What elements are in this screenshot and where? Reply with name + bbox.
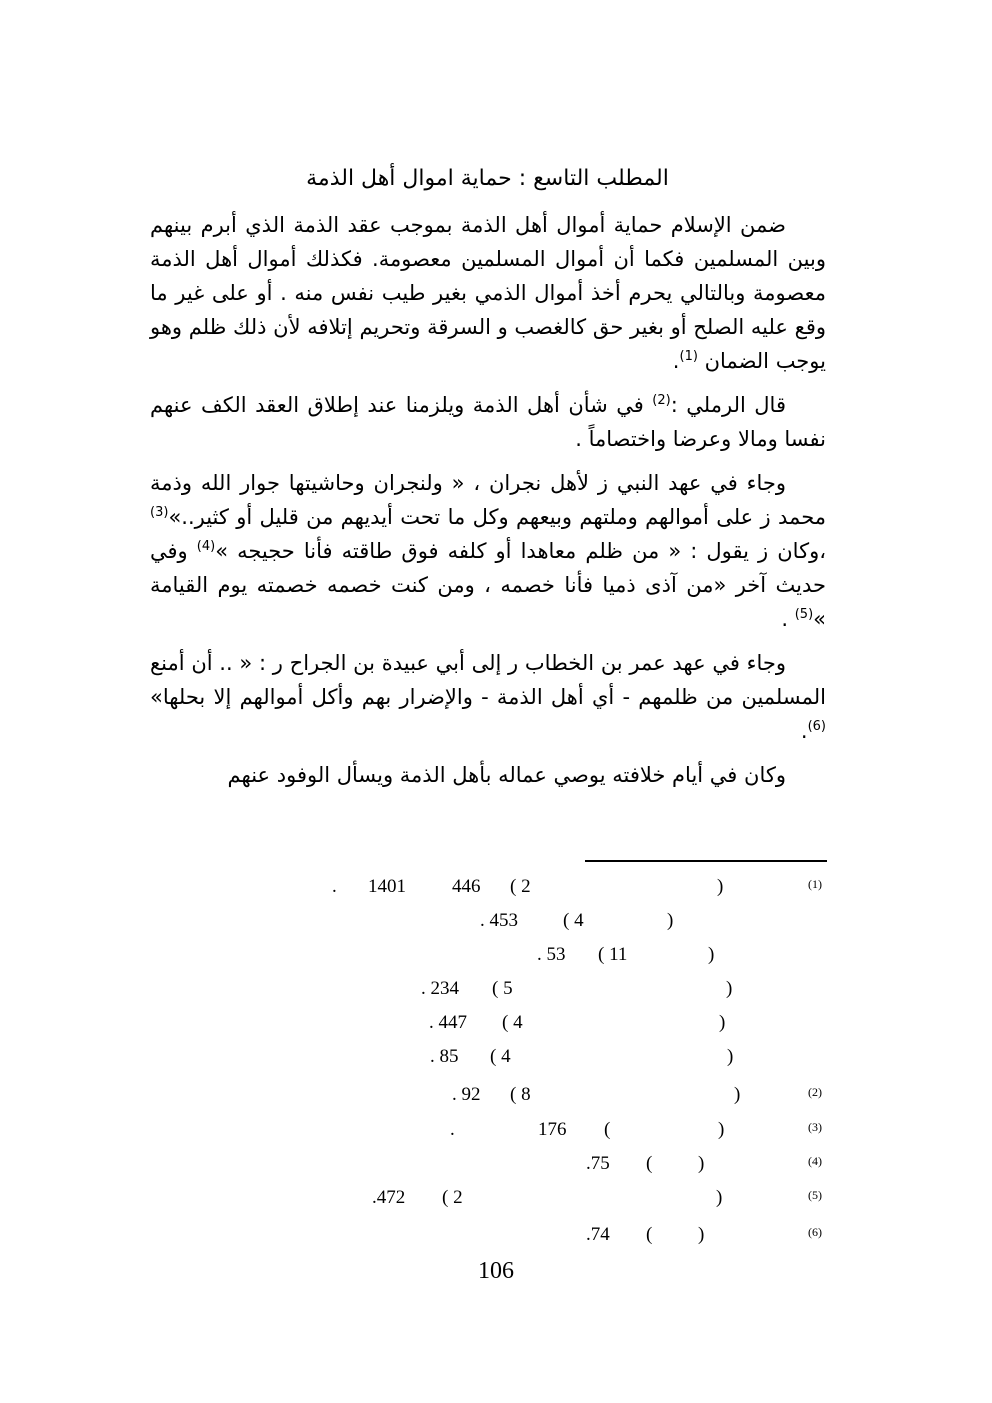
footnote-mark: (2)	[808, 1085, 822, 1099]
footnote-line	[150, 938, 826, 972]
paragraph-text: في شأن أهل الذمة ويلزمنا عند إطلاق العقد الكف عنهم نفسا ومالا وعرضا واختصاماً .	[150, 393, 826, 451]
footnote-part: ( 4	[502, 1012, 523, 1033]
footnote-ref: (4)	[196, 539, 216, 554]
paragraph-text: وفي حديث آخر «من آذى ذميا فأنا خصمه ، ومن كنت خصمه خصمته يوم القيامة »	[150, 539, 826, 631]
footnote-ref: (3)	[150, 505, 169, 520]
footnote-divider	[585, 860, 827, 862]
footnote-part: . 53	[537, 944, 566, 965]
footnote-mark: (5)	[808, 1188, 822, 1202]
footnote-part: )	[708, 944, 715, 965]
paragraph-text: .	[800, 719, 808, 743]
footnote-part: ( 5	[492, 978, 513, 999]
footnote-part: )	[717, 876, 724, 897]
footnote-ref: (1)	[679, 349, 698, 364]
footnote-mark: (6)	[808, 1225, 822, 1239]
footnote-part: (	[604, 1119, 611, 1140]
paragraph-5	[150, 758, 826, 792]
footnote-part: )	[734, 1084, 741, 1105]
footnote-part: )	[716, 1187, 723, 1208]
footnote-part: ( 4	[563, 910, 584, 931]
footnote-mark: (3)	[808, 1120, 822, 1134]
footnote-part: ( 2	[510, 876, 531, 897]
footnote-part: )	[726, 978, 733, 999]
body-text	[150, 208, 826, 802]
paragraph-3	[150, 466, 826, 636]
paragraph-text: ضمن الإسلام حماية أموال أهل الذمة بموجب عقد الذمة الذي أبرم بينهم وبين المسلمين فكما أن أموال المسلمين معصومة. فكذلك أموال أهل الذمة معصومة وبالتالي يحرم أخذ أموال الذمي بغير طيب نفس منه . أو على غير ما وقع عليه الصلح أو بغير حق كالغصب و السرقة وتحريم إتلافه لأن ذلك ظلم وهو يوجب الضمان	[150, 213, 826, 373]
footnote-line	[150, 972, 826, 1006]
footnote-line	[150, 1181, 826, 1215]
footnote-part: )	[698, 1153, 705, 1174]
page-number: 106	[478, 1258, 514, 1284]
footnote-ref: (2)	[652, 393, 671, 408]
paragraph-text: قال الرملي :	[670, 393, 786, 417]
paragraph-4	[150, 646, 826, 748]
paragraph-text: .	[672, 349, 680, 373]
footnote-part: 1401	[368, 876, 406, 897]
footnote-part: .	[450, 1119, 455, 1140]
footnote-part: . 92	[452, 1084, 481, 1105]
footnote-part: .75	[586, 1153, 610, 1174]
paragraph-1	[150, 208, 826, 378]
footnote-part: )	[727, 1046, 734, 1067]
footnote-part: . 447	[429, 1012, 467, 1033]
footnote-part: )	[698, 1224, 705, 1245]
footnote-part: ( 2	[442, 1187, 463, 1208]
footnote-line	[150, 1113, 826, 1147]
footnote-part: 176	[538, 1119, 567, 1140]
footnote-part: . 453	[480, 910, 518, 931]
footnote-part: .472	[372, 1187, 406, 1208]
footnote-line	[150, 904, 826, 938]
paragraph-text: ،وكان ز يقول : « من ظلم معاهدا أو كلفه فوق طاقته فأنا حجيجه »	[215, 539, 826, 563]
footnote-ref: (5)	[794, 607, 814, 622]
paragraph-text: وجاء في عهد النبي ز لأهل نجران ، « ولنجران وحاشيتها جوار الله وذمة محمد ز على أموالهم وملتهم وبيعهم وكل ما تحت أيديهم من قليل أو كثير..»	[150, 471, 826, 529]
paragraph-text: وكان في أيام خلافته يوصي عماله بأهل الذمة ويسأل الوفود عنهم	[227, 763, 786, 787]
footnote-part: )	[667, 910, 674, 931]
footnote-part: (	[646, 1224, 653, 1245]
footnote-part: )	[718, 1119, 725, 1140]
footnote-line	[150, 870, 826, 904]
footnote-mark: (4)	[808, 1154, 822, 1168]
footnote-part: .	[332, 876, 337, 897]
footnote-mark: (1)	[808, 877, 822, 891]
footnote-line	[150, 1078, 826, 1112]
footnote-part: ( 8	[510, 1084, 531, 1105]
footnote-part: .74	[586, 1224, 610, 1245]
footnote-part: . 85	[430, 1046, 459, 1067]
footnote-line	[150, 1040, 826, 1074]
footnote-part: . 234	[421, 978, 459, 999]
section-title: المطلب التاسع : حماية اموال أهل الذمة	[306, 166, 669, 191]
footnote-line	[150, 1006, 826, 1040]
paragraph-2	[150, 388, 826, 456]
paragraph-text: وجاء في عهد عمر بن الخطاب ر إلى أبي عبيدة بن الجراح ر : « .. أن أمنع المسلمين من ظلمهم - أي أهل الذمة - والإضرار بهم وأكل أموالهم إلا بحلها»	[150, 651, 826, 709]
footnote-ref: (6)	[807, 719, 826, 734]
footnote-part: ( 11	[598, 944, 628, 965]
footnote-line	[150, 1147, 826, 1181]
paragraph-text: .	[781, 607, 795, 631]
footnote-part: ( 4	[490, 1046, 511, 1067]
footnote-line	[150, 1218, 826, 1252]
footnote-part: (	[646, 1153, 653, 1174]
footnote-part: )	[719, 1012, 726, 1033]
footnote-part: 446	[452, 876, 481, 897]
